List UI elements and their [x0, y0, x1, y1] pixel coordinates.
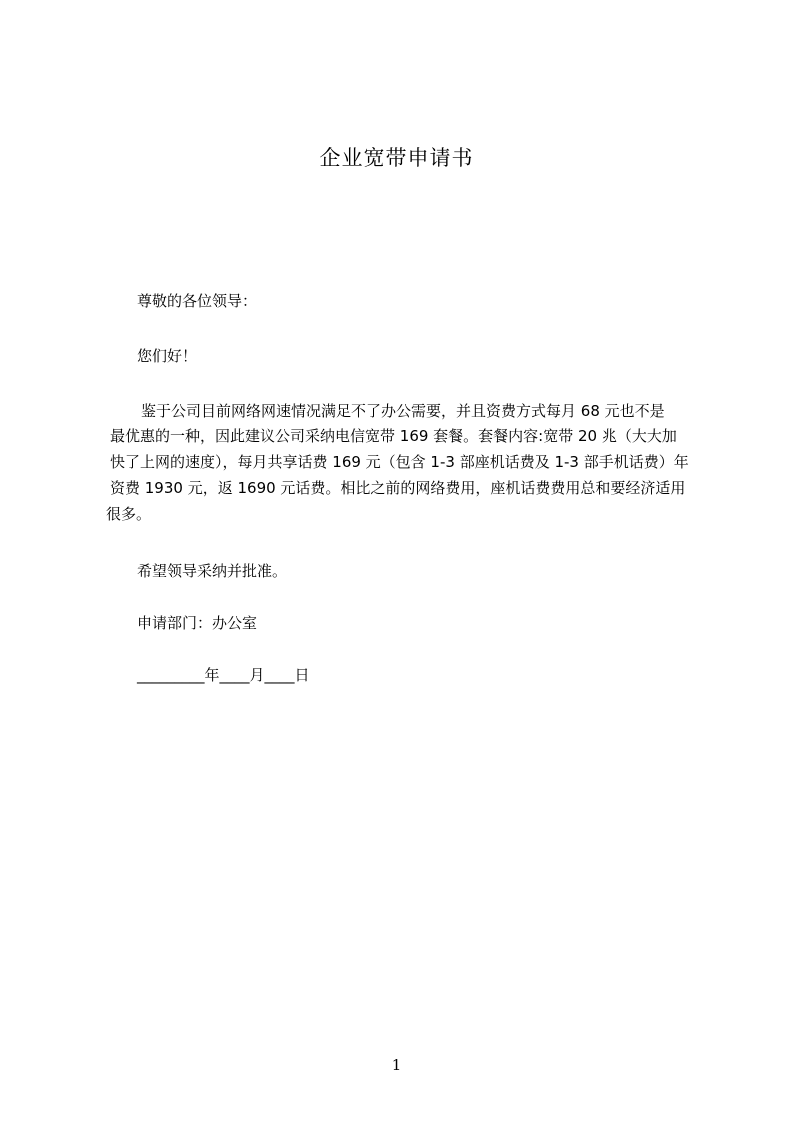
body-line: 资费 1930 元，返 1690 元话费。相比之前的网络费用，座机话费费用总和要经济适用 — [110, 479, 686, 497]
page-number: 1 — [391, 1056, 402, 1074]
request-text: 希望领导采纳并批准。 — [137, 562, 288, 580]
body-line: 鉴于公司目前网络网速情况满足不了办公需要，并且资费方式每月 68 元也不是 — [141, 402, 665, 420]
body-line: 最优惠的一种，因此建议公司采纳电信宽带 169 套餐。套餐内容:宽带 20 兆（大大加 — [110, 427, 677, 445]
department-line: 申请部门：办公室 — [137, 614, 258, 632]
body-line: 很多。 — [106, 505, 152, 523]
salutation: 尊敬的各位领导： — [137, 292, 258, 310]
greeting: 您们好！ — [137, 347, 198, 365]
body-line: 快了上网的速度），每月共享话费 169 元（包含 1-3 部座机话费及 1-3 部手机话费）年 — [110, 453, 689, 471]
date-line: _________年____月____日 — [137, 666, 310, 684]
document-title: 企业宽带申请书 — [319, 146, 474, 170]
